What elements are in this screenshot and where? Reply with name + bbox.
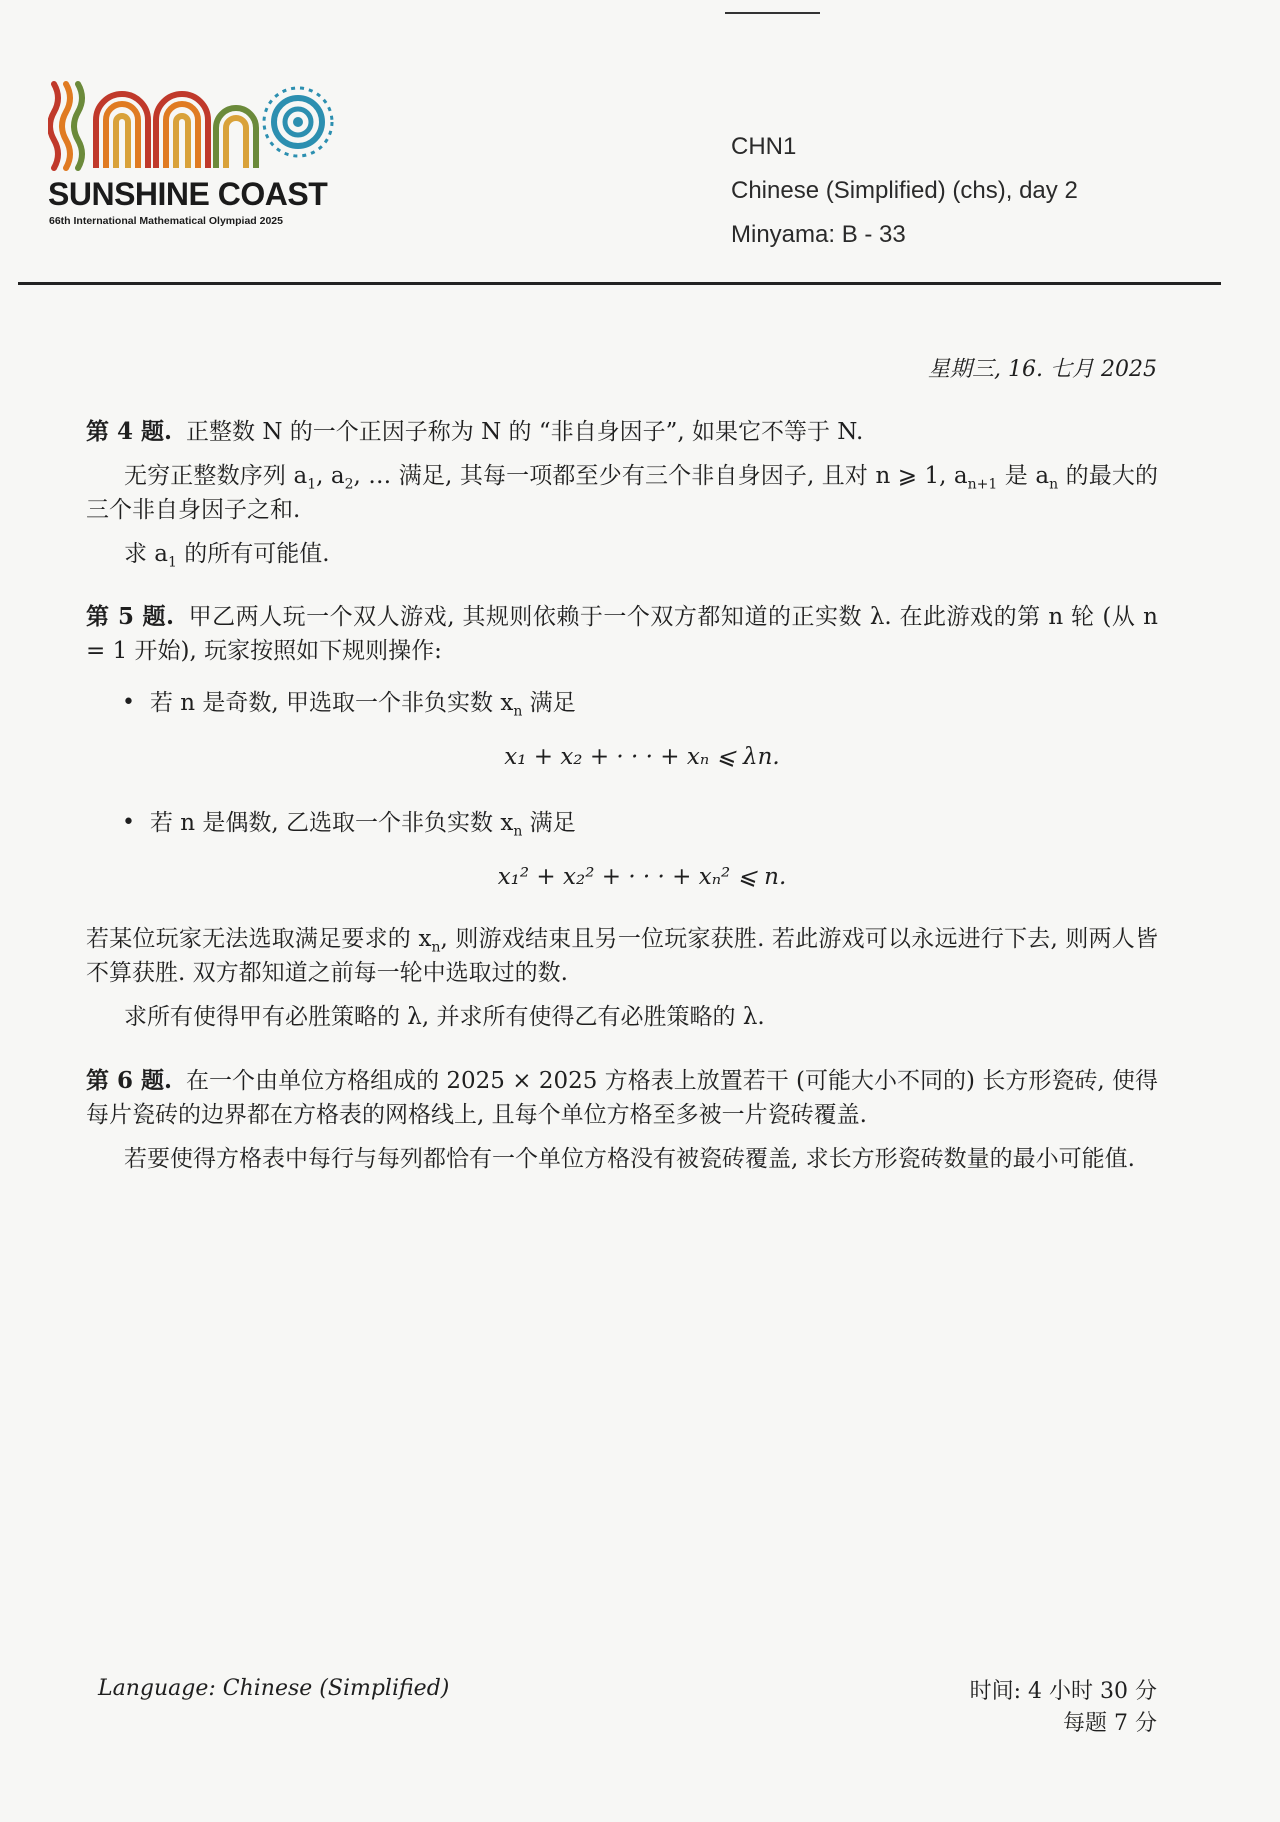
problem-5-equation-2: x₁² + x₂² + · · · + xₙ² ⩽ n. (497, 864, 787, 890)
logo-emblem-icon (48, 80, 338, 172)
top-scan-mark (725, 12, 820, 14)
problem-4-text-1: 正整数 N 的一个正因子称为 N 的 “非自身因子”, 如果它不等于 N. (186, 419, 864, 445)
problem-4 (86, 415, 1158, 571)
footer-language: Language: Chinese (Simplified) (98, 1676, 450, 1701)
problem-5-text-2: 若某位玩家无法选取满足要求的 $x_n$, 则游戏结束且另一位玩家获胜. 若此游戏可以永远进行下去, 则两人皆不算获胜. 双方都知道之前每一轮中选取过的数. (86, 926, 1158, 986)
problem-5-title: 第 5 题. (86, 603, 175, 630)
footer-info (970, 1676, 1157, 1740)
exam-date: 星期三, 16. 七月 2025 (928, 357, 1157, 382)
footer-time: 时间: 4 小时 30 分 (969, 1679, 1157, 1704)
logo-title: SUNSHINE COAST (48, 176, 328, 212)
header-info (731, 125, 1078, 257)
problem-6 (86, 1064, 1158, 1176)
problem-5-bullet-even: • 若 n 是偶数, 乙选取一个非负实数 $x_n$ 满足 (86, 806, 1158, 840)
footer-points: 每题 7 分 (1063, 1711, 1157, 1736)
header-rule (18, 282, 1221, 285)
logo-subtitle: 66th International Mathematical Olympiad 2025 (49, 215, 283, 227)
problem-6-text-1: 在一个由单位方格组成的 2025 × 2025 方格表上放置若干 (可能大小不同的) 长方形瓷砖, 使得每片瓷砖的边界都在方格表的网格线上, 且每个单位方格至多被一片瓷砖覆盖. (86, 1068, 1158, 1128)
problem-6-title: 第 6 题. (86, 1067, 173, 1094)
problem-6-statement (86, 1064, 1158, 1132)
header-venue: Minyama: B - 33 (731, 221, 906, 248)
problem-5-text-1: 甲乙两人玩一个双人游戏, 其规则依赖于一个双方都知道的正实数 λ. 在此游戏的第 n 轮 (从 n = 1 开始), 玩家按照如下规则操作: (86, 604, 1158, 664)
problem-5-equation-1: x₁ + x₂ + · · · + xₙ ⩽ λn. (504, 744, 780, 770)
problem-5 (86, 600, 1158, 1034)
problem-6-text-2: 若要使得方格表中每行与每列都恰有一个单位方格没有被瓷砖覆盖, 求长方形瓷砖数量的最小可能值. (124, 1146, 1135, 1172)
problem-4-statement (86, 415, 1158, 449)
problem-5-statement (86, 600, 1158, 668)
problem-5-bullet-odd: • 若 n 是奇数, 甲选取一个非负实数 $x_n$ 满足 (86, 686, 1158, 720)
header-language: Chinese (Simplified) (chs), day 2 (731, 177, 1078, 204)
imo-logo (48, 80, 338, 240)
header-code: CHN1 (731, 133, 797, 160)
problem-4-title: 第 4 题. (86, 418, 173, 445)
problem-4-text-2: 无穷正整数序列 $a_1$, $a_2$, … 满足, 其每一项都至少有三个非自身因子, 且对 n ⩾ 1, $a_{n+1}$ 是 $a_n$ 的最大的三个非自身因子之和. (86, 463, 1159, 523)
problem-5-text-3: 求所有使得甲有必胜策略的 λ, 并求所有使得乙有必胜策略的 λ. (124, 1004, 765, 1030)
problem-4-text-3: 求 $a_1$ 的所有可能值. (124, 541, 330, 571)
